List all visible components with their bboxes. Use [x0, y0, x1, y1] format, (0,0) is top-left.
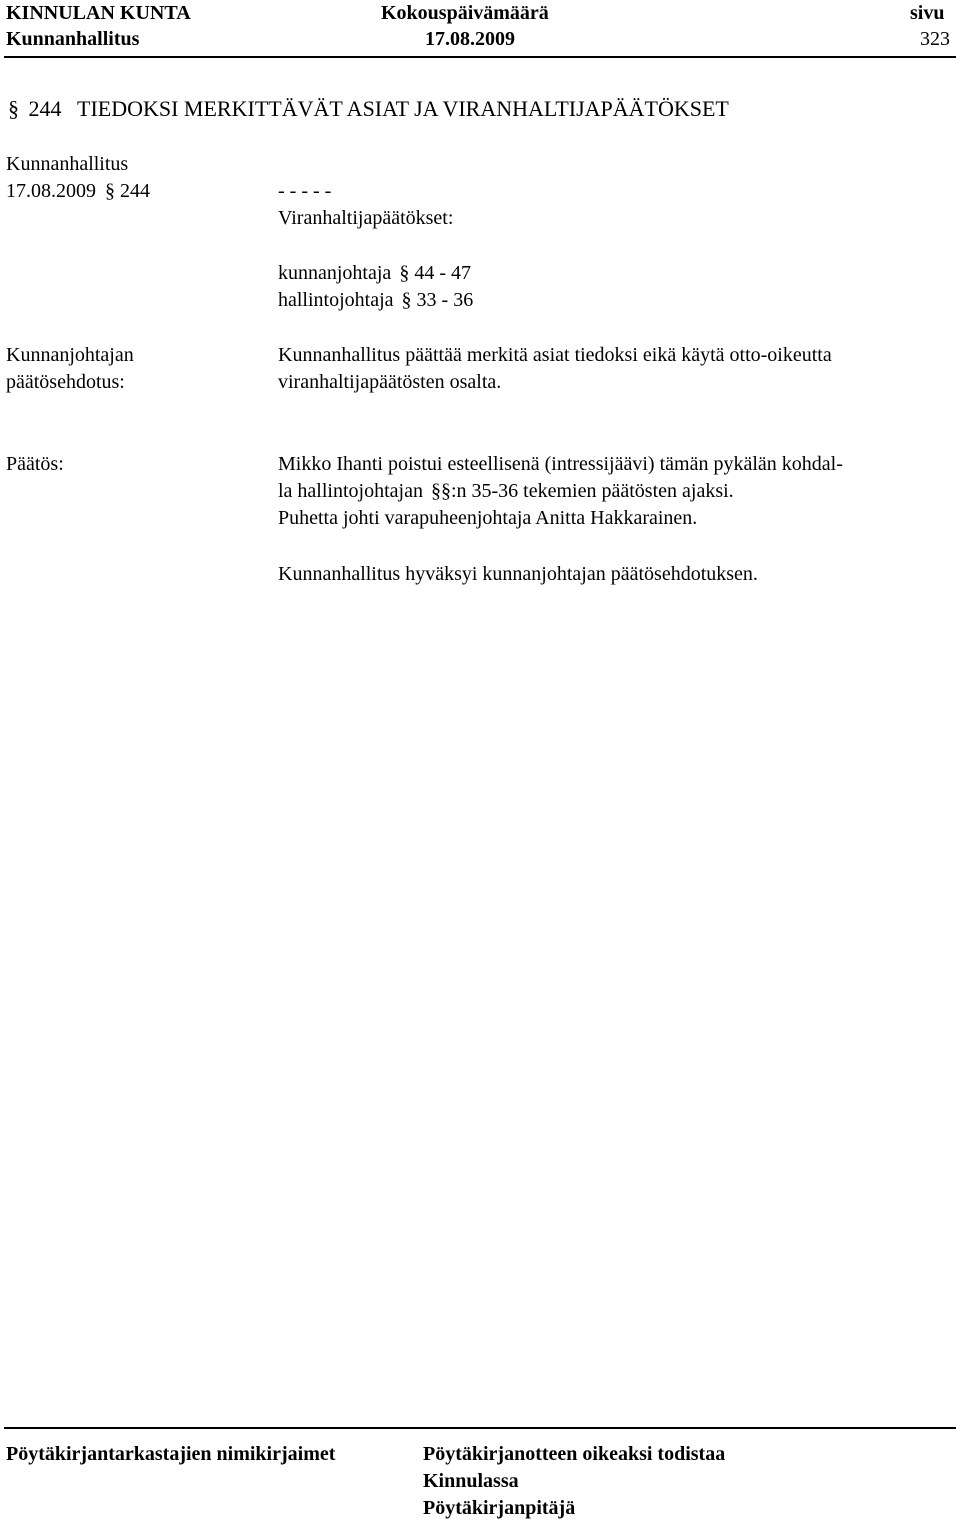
decision-text-line1: Mikko Ihanti poistui esteellisenä (intressijäävi) tämän pykälän kohdal-: [278, 453, 843, 475]
date-label: Kokouspäivämäärä: [381, 2, 549, 24]
reference-line: [6, 178, 150, 204]
section-number: 244: [28, 96, 62, 121]
decision-text-line3: Puhetta johti varapuheenjohtaja Anitta Hakkarainen.: [278, 507, 698, 529]
proposal-text-line1: Kunnanhallitus päättää merkitä asiat tiedoksi eikä käytä otto-oikeutta: [278, 344, 832, 366]
reference-number: 244: [120, 180, 150, 202]
proposal-label-line1: Kunnanjohtajan: [6, 344, 134, 366]
page-number: 323: [920, 28, 950, 50]
decision-text-line4: Kunnanhallitus hyväksyi kunnanjohtajan päätösehdotuksen.: [278, 563, 758, 585]
meeting-date: 17.08.2009: [425, 28, 515, 50]
decision-line2-symbol: §§: [430, 480, 451, 502]
decision-item-symbol: §: [401, 289, 412, 311]
footer-divider: [4, 1427, 956, 1429]
section-title: [8, 96, 729, 122]
footer-certify-label: Pöytäkirjanotteen oikeaksi todistaa: [423, 1443, 726, 1465]
proposal-text-line2: viranhaltijapäätösten osalta.: [278, 371, 502, 393]
decision-text-line2: [278, 478, 734, 504]
header-divider: [4, 56, 956, 58]
section-title-text: TIEDOKSI MERKITTÄVÄT ASIAT JA VIRANHALTIJAPÄÄTÖKSET: [77, 96, 729, 121]
decision-item-range: 44 - 47: [414, 262, 471, 284]
proposal-label-line2: päätösehdotus:: [6, 371, 125, 393]
reference-symbol: §: [105, 180, 115, 202]
decision-label: Päätös:: [6, 453, 64, 475]
decision-item-symbol: §: [399, 262, 410, 284]
reference-dashes: - - - - -: [278, 180, 332, 202]
reference-body: Kunnanhallitus: [6, 153, 129, 175]
decision-item: [278, 287, 473, 313]
decision-item: [278, 260, 471, 286]
decision-item-role: hallintojohtaja: [278, 289, 394, 311]
footer-initials-label: Pöytäkirjantarkastajien nimikirjaimet: [6, 1443, 336, 1465]
footer-secretary-label: Pöytäkirjanpitäjä: [423, 1497, 576, 1519]
section-symbol: §: [8, 96, 19, 121]
decision-item-range: 33 - 36: [416, 289, 474, 311]
reference-date: 17.08.2009: [6, 180, 96, 202]
decisions-heading: Viranhaltijapäätökset:: [278, 207, 454, 229]
decision-line2-end: :n 35-36 tekemien päätösten ajaksi.: [450, 480, 734, 502]
footer-place: Kinnulassa: [423, 1470, 519, 1492]
municipality-name: KINNULAN KUNTA: [6, 2, 191, 24]
page-label: sivu: [910, 2, 945, 24]
decision-item-role: kunnanjohtaja: [278, 262, 392, 284]
body-name: Kunnanhallitus: [6, 28, 140, 50]
decision-line2-start: la hallintojohtajan: [278, 480, 423, 502]
